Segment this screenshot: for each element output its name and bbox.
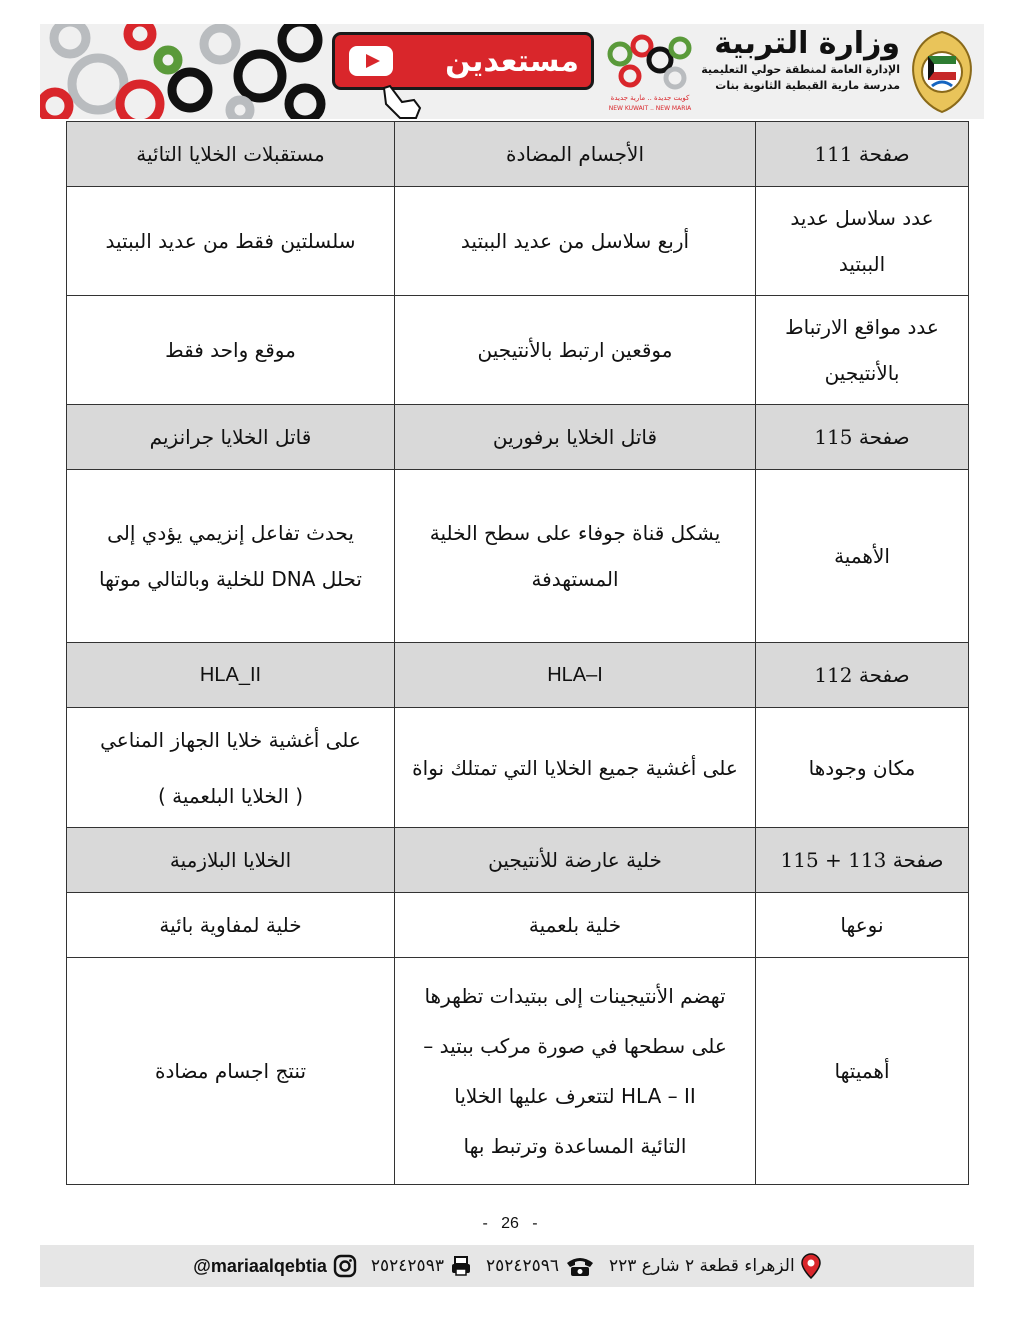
table-row	[67, 187, 969, 296]
kuwait-emblem	[906, 28, 978, 114]
cell: قاتل الخلايا برفورين	[395, 405, 756, 470]
ministry-block	[690, 26, 900, 94]
footer-bar	[40, 1245, 974, 1287]
fax-icon	[450, 1255, 472, 1277]
address: الزهراء قطعة ٢ شارع ٢٢٣	[609, 1256, 795, 1276]
location-pin-icon	[801, 1253, 821, 1279]
phone-icon	[565, 1255, 595, 1277]
table-row	[67, 708, 969, 828]
cell-line: ( الخلايا البلعمية )	[157, 783, 304, 808]
table-row	[67, 122, 969, 187]
page-reference: صفحة 112	[756, 643, 969, 708]
table-row	[67, 405, 969, 470]
cell: سلسلتين فقط من عديد الببتيد	[67, 187, 395, 296]
row-label: عدد مواقع الارتباط بالأنتيجين	[756, 296, 969, 405]
cell: مستقبلات الخلايا التائية	[67, 122, 395, 187]
cell	[395, 958, 756, 1185]
cell	[67, 708, 395, 828]
ministry-title: وزارة التربية	[714, 26, 900, 61]
cell: على أغشية جميع الخلايا التي تمتلك نواة	[395, 708, 756, 828]
table-row	[67, 470, 969, 643]
row-label: نوعها	[756, 893, 969, 958]
cell: موقعين ارتبط بالأنتيجين	[395, 296, 756, 405]
page-reference: صفحة 113 + 115	[756, 828, 969, 893]
gears-decoration	[40, 24, 330, 119]
cell-line: على سطحها في صورة مركب ببتيد –	[423, 1034, 727, 1058]
cell	[67, 470, 395, 643]
cell-line: تهضم الأنتيجينات إلى ببتيدات تظهرها	[424, 984, 726, 1008]
page-reference: صفحة 115	[756, 405, 969, 470]
mini-logo-caption-en: NEW KUWAIT .. NEW MARIA	[608, 105, 692, 112]
instagram-item	[193, 1254, 357, 1278]
pointer-hand-icon	[380, 84, 424, 119]
fax-number: ٢٥٢٤٢٥٩٣	[370, 1256, 444, 1276]
cell: أربع سلاسل من عديد الببتيد	[395, 187, 756, 296]
cell-line: على أغشية خلايا الجهاز المناعي	[100, 727, 361, 752]
fax-item	[371, 1255, 472, 1277]
header-banner	[40, 24, 984, 119]
cell-line: التائية المساعدة وترتبط بها	[463, 1134, 687, 1158]
row-label: مكان وجودها	[756, 708, 969, 828]
table-row	[67, 643, 969, 708]
phone-number: ٢٥٢٤٢٥٩٦	[485, 1256, 559, 1276]
cell: تنتج اجسام مضادة	[67, 958, 395, 1185]
row-label: أهميتها	[756, 958, 969, 1185]
play-icon	[349, 46, 393, 76]
instagram-handle[interactable]: @mariaalqebtia	[193, 1255, 327, 1276]
cell: HLA–I	[395, 643, 756, 708]
cell: خلية بلعمية	[395, 893, 756, 958]
cell-line: HLA – II لتتعرف عليها الخلايا	[454, 1084, 696, 1108]
table-row	[67, 828, 969, 893]
cell: يشكل قناة جوفاء على سطح الخلية المستهدفة	[395, 470, 756, 643]
row-label: الأهمية	[756, 470, 969, 643]
cell: الخلايا البلازمية	[67, 828, 395, 893]
cell-line: تحلل DNA للخلية وبالتالي موتها	[99, 567, 362, 591]
address-item	[609, 1253, 821, 1279]
cell: قاتل الخلايا جرانزيم	[67, 405, 395, 470]
ministry-line-1: الإدارة العامة لمنطقة حولي التعليمية	[701, 63, 900, 76]
mini-logo-caption: كويت جديدة .. مارية جديدة	[610, 94, 690, 102]
phone-item	[486, 1255, 595, 1277]
cell: HLA_II	[67, 643, 395, 708]
comparison-table	[66, 121, 969, 1185]
page-number: - 26 -	[482, 1215, 538, 1232]
cell-line: يحدث تفاعل إنزيمي يؤدي إلى	[107, 521, 354, 545]
cell: خلية عارضة للأنتيجين	[395, 828, 756, 893]
cell: خلية لمفاوية بائية	[67, 893, 395, 958]
school-mini-logo	[600, 30, 700, 114]
cell: الأجسام المضادة	[395, 122, 756, 187]
banner-label: مستعدين	[445, 43, 579, 79]
table-row	[67, 296, 969, 405]
table-row	[67, 958, 969, 1185]
table-row	[67, 893, 969, 958]
youtube-banner	[332, 32, 594, 90]
cell: موقع واحد فقط	[67, 296, 395, 405]
instagram-icon	[333, 1254, 357, 1278]
ministry-line-2: مدرسة مارية القبطية الثانوية بنات	[715, 79, 900, 92]
page-reference: صفحة 111	[756, 122, 969, 187]
row-label: عدد سلاسل عديد الببتيد	[756, 187, 969, 296]
